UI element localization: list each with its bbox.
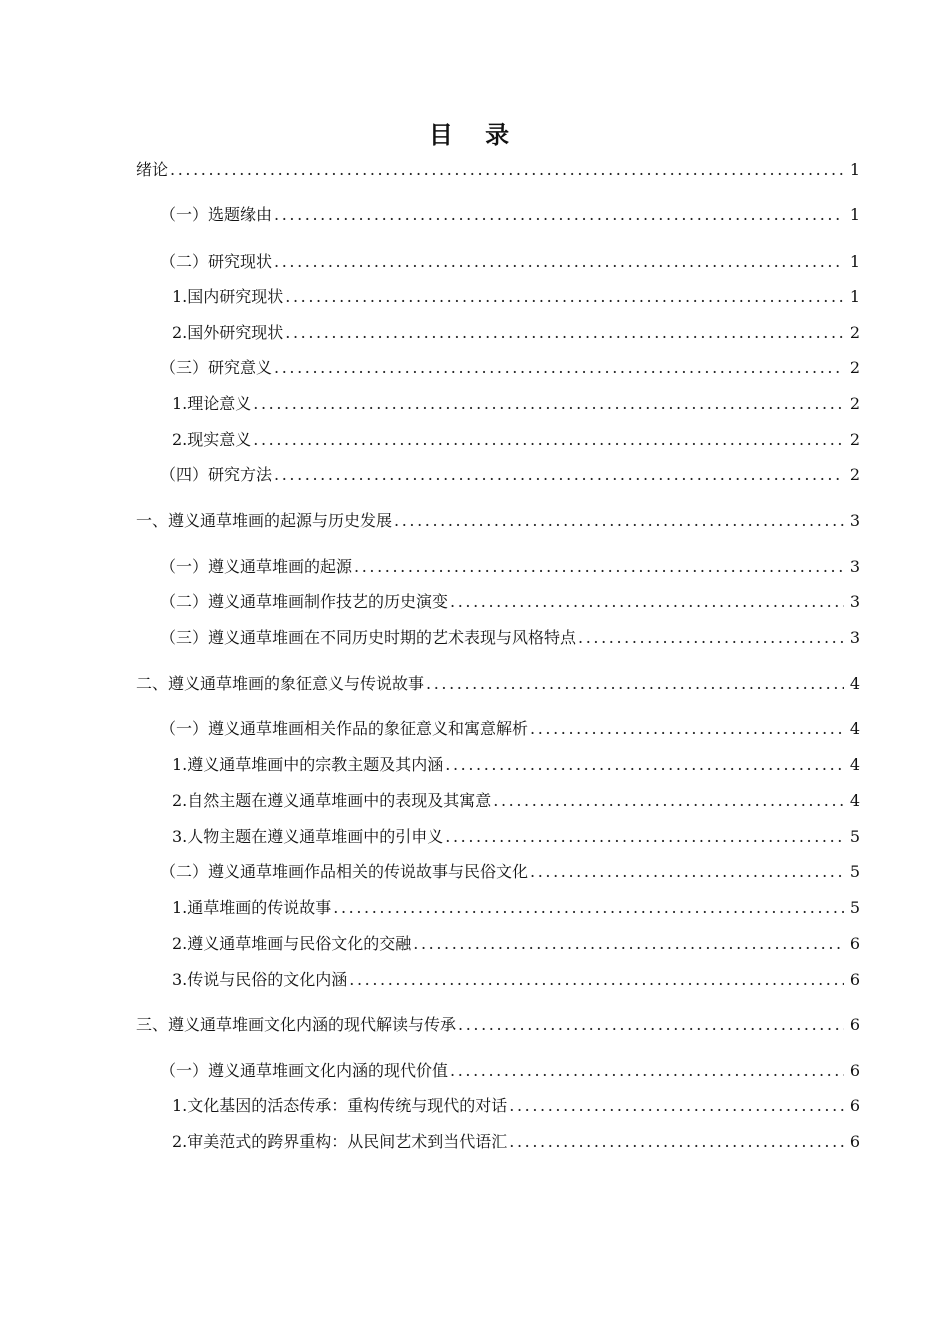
toc-page-number: 1 [849,205,860,224]
toc-page-number: 2 [849,323,860,342]
toc-entry-text: （四）研究方法 [160,465,273,484]
dot-leader [253,393,844,415]
toc-entry-text: 2.国外研究现状 [172,323,284,342]
toc-entry[interactable] [160,251,860,273]
dot-leader [450,591,844,613]
dot-leader [253,429,844,451]
dot-leader [458,1014,844,1036]
toc-page-number: 5 [849,862,860,881]
toc-entry[interactable] [172,826,860,848]
toc-entry-text: （三）研究意义 [160,358,273,377]
toc-page-number: 3 [849,557,860,576]
toc-entry[interactable] [136,510,860,532]
toc-entry[interactable] [172,286,860,308]
toc-entry-text: 绪论 [136,160,169,179]
toc-entry[interactable] [172,1131,860,1153]
toc-entry-text: 2.审美范式的跨界重构：从民间艺术到当代语汇 [172,1132,508,1151]
dot-leader [445,826,844,848]
toc-entry-text: （二）遵义通草堆画制作技艺的历史演变 [160,592,449,611]
dot-leader [530,718,844,740]
toc-entry-text: （一）遵义通草堆画文化内涵的现代价值 [160,1061,449,1080]
toc-page-number: 1 [849,160,860,179]
dot-leader [274,204,844,226]
toc-entry-text: 3.人物主题在遵义通草堆画中的引申义 [172,827,444,846]
toc-entry-text: 一、遵义通草堆画的起源与历史发展 [136,511,393,530]
toc-entry[interactable] [160,627,860,649]
dot-leader [274,251,844,273]
dot-leader [413,933,844,955]
dot-leader [394,510,844,532]
toc-page-number: 2 [849,358,860,377]
dot-leader [349,969,844,991]
toc-entry[interactable] [172,933,860,955]
toc-entry[interactable] [160,556,860,578]
toc-entry-text: 1.遵义通草堆画中的宗教主题及其内涵 [172,755,444,774]
toc-entry-text: 1.国内研究现状 [172,287,284,306]
toc-page-number: 3 [849,511,860,530]
toc-page-number: 6 [849,1132,860,1151]
toc-entry[interactable] [160,204,860,226]
dot-leader [578,627,844,649]
toc-page-number: 3 [849,592,860,611]
toc-entry-text: （二）遵义通草堆画作品相关的传说故事与民俗文化 [160,862,529,881]
dot-leader [170,159,844,181]
toc-entry[interactable] [136,673,860,695]
toc-page-number: 2 [849,430,860,449]
toc-entry-text: 1.文化基因的活态传承：重构传统与现代的对话 [172,1096,508,1115]
toc-page-number: 6 [849,970,860,989]
dot-leader [530,861,844,883]
dot-leader [333,897,844,919]
toc-entry-text: （三）遵义通草堆画在不同历史时期的艺术表现与风格特点 [160,628,577,647]
toc-entry-text: （一）遵义通草堆画相关作品的象征意义和寓意解析 [160,719,529,738]
toc-page-number: 4 [849,719,860,738]
toc-page-number: 5 [849,827,860,846]
toc-entry[interactable] [172,969,860,991]
toc-entry[interactable] [160,464,860,486]
toc-page-number: 6 [849,1096,860,1115]
dot-leader [493,790,844,812]
dot-leader [450,1060,844,1082]
toc-page-number: 5 [849,898,860,917]
toc-entry[interactable] [136,159,860,181]
toc-entry-text: （二）研究现状 [160,252,273,271]
toc-entry-text: 3.传说与民俗的文化内涵 [172,970,348,989]
dot-leader [274,464,844,486]
dot-leader [285,286,844,308]
toc-page-number: 4 [849,755,860,774]
toc-entry-text: 2.现实意义 [172,430,252,449]
toc-entry[interactable] [136,1014,860,1036]
toc-entry[interactable] [172,790,860,812]
toc-entry[interactable] [160,357,860,379]
toc-page-number: 1 [849,287,860,306]
toc-entry-text: 2.遵义通草堆画与民俗文化的交融 [172,934,412,953]
toc-entry-text: 1.通草堆画的传说故事 [172,898,332,917]
dot-leader [274,357,844,379]
toc-entry[interactable] [160,1060,860,1082]
toc-entry[interactable] [160,591,860,613]
dot-leader [509,1095,844,1117]
toc-page-number: 4 [849,791,860,810]
toc-entry[interactable] [172,393,860,415]
toc-entry-text: 三、遵义通草堆画文化内涵的现代解读与传承 [136,1015,457,1034]
toc-entry-text: （一）遵义通草堆画的起源 [160,557,353,576]
toc-entry[interactable] [172,429,860,451]
toc-entry[interactable] [172,754,860,776]
toc-entry-text: 二、遵义通草堆画的象征意义与传说故事 [136,674,425,693]
toc-entry[interactable] [172,1095,860,1117]
dot-leader [445,754,844,776]
toc-entry[interactable] [160,718,860,740]
toc-page-number: 1 [849,252,860,271]
toc-page-number: 2 [849,394,860,413]
dot-leader [285,322,844,344]
toc-page-number: 6 [849,1061,860,1080]
toc-title: 目 录 [428,120,522,149]
toc-page-number: 4 [849,674,860,693]
toc-entry[interactable] [172,897,860,919]
toc-page-number: 6 [849,934,860,953]
toc-entry-text: 2.自然主题在遵义通草堆画中的表现及其寓意 [172,791,492,810]
toc-page-number: 2 [849,465,860,484]
toc-entry-text: 1.理论意义 [172,394,252,413]
dot-leader [509,1131,844,1153]
toc-entry[interactable] [172,322,860,344]
toc-entry[interactable] [160,861,860,883]
toc-entry-text: （一）选题缘由 [160,205,273,224]
dot-leader [426,673,844,695]
dot-leader [354,556,844,578]
toc-page-number: 3 [849,628,860,647]
toc-page-number: 6 [849,1015,860,1034]
